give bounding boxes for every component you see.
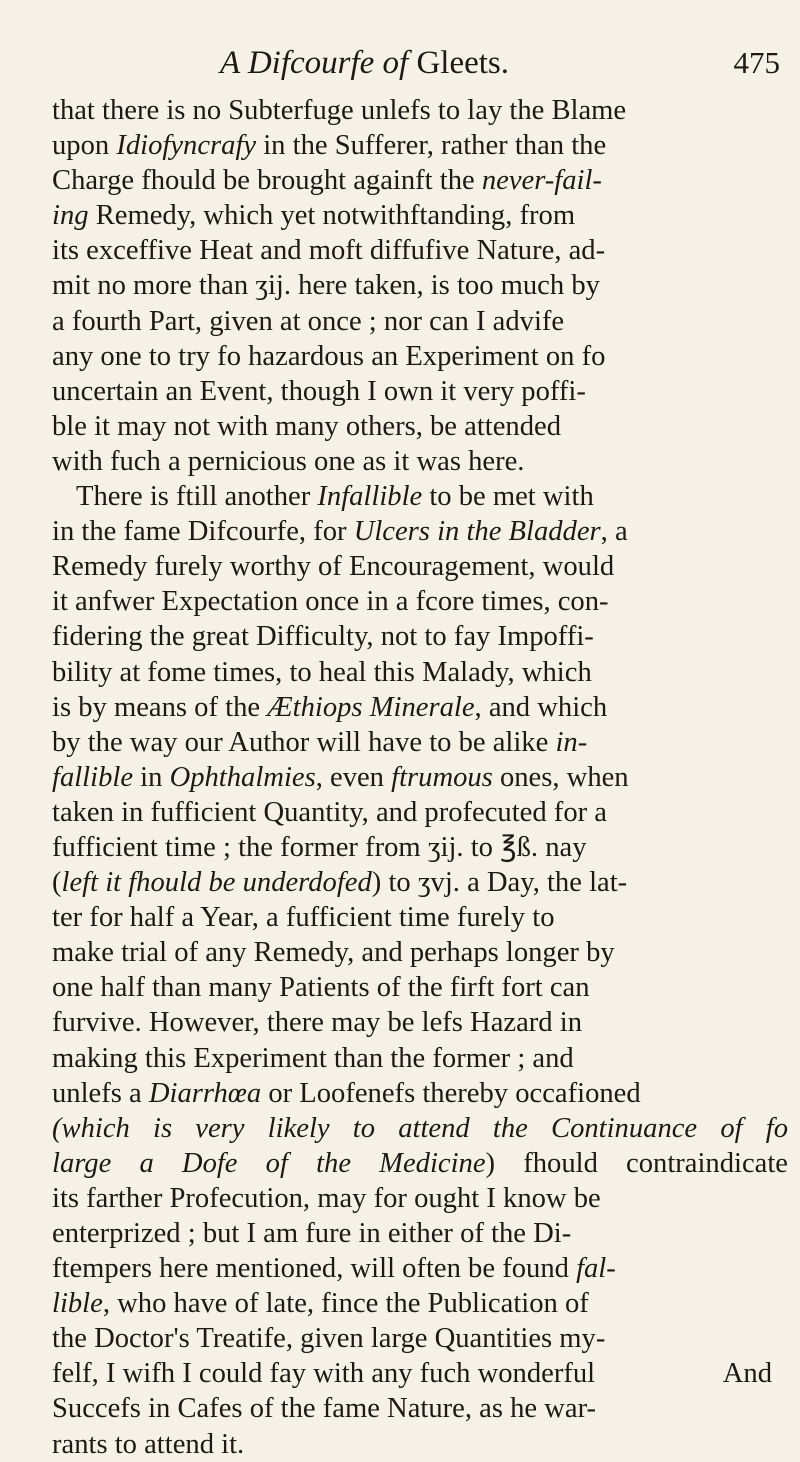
text-line <box>52 198 788 233</box>
text-segment: enterprized ; but I am fure in either of the Di- <box>52 1218 572 1249</box>
italic-text: in- <box>555 726 588 758</box>
text-segment: , who have of late, fince the Publication of <box>102 1288 589 1320</box>
text-line <box>52 1321 788 1356</box>
text-segment: There is ftill another <box>76 481 318 513</box>
text-segment: bility at fome times, to heal this Malady, which <box>52 656 592 688</box>
italic-text: Infallible <box>317 481 423 513</box>
text-segment: Succefs in Cafes of the fame Nature, as he war- <box>52 1393 597 1425</box>
italic-text: fallible <box>52 761 134 793</box>
text-segment: its farther Profecution, may for ought I know be <box>52 1182 601 1214</box>
text-segment: ) to ʒvj. a Day, the lat- <box>371 867 628 899</box>
text-line <box>52 725 788 760</box>
text-line <box>52 93 788 128</box>
text-segment: , even <box>315 761 392 793</box>
text-segment: with fuch a pernicious one as it was here. <box>52 445 525 477</box>
text-segment: it anfwer Expectation once in a fcore times, con- <box>52 586 609 618</box>
text-line <box>52 1216 788 1251</box>
text-line <box>52 1391 788 1426</box>
text-segment: making this Experiment than the former ; and <box>52 1042 574 1074</box>
text-line <box>52 339 788 374</box>
text-line <box>52 409 788 444</box>
text-line <box>52 268 788 303</box>
text-segment: is by means of the <box>52 691 268 723</box>
text-line <box>52 1251 788 1286</box>
italic-text: Idiofyncrafy <box>116 130 257 162</box>
text-segment: ble it may not with many others, be attended <box>52 410 562 442</box>
text-line <box>52 163 788 198</box>
italic-text: Ulcers in the Bladder <box>353 516 601 548</box>
text-line <box>52 795 788 830</box>
text-segment: that there is no Subterfuge unlefs to lay the Blame <box>52 95 627 126</box>
text-segment: furvive. However, there may be lefs Hazard in <box>52 1007 582 1039</box>
text-segment: the Doctor's Treatife, given large Quantities my- <box>52 1323 606 1355</box>
text-segment: Remedy, which yet notwithftanding, from <box>88 200 576 232</box>
text-line <box>52 655 788 690</box>
text-line <box>52 1286 788 1321</box>
italic-text: ing <box>52 200 89 232</box>
text-line <box>52 584 788 619</box>
text-segment: ones, when <box>492 761 629 793</box>
italic-text: never-fail- <box>481 165 602 197</box>
running-head-prefix: A <box>220 45 248 81</box>
catchword: And <box>722 1358 772 1389</box>
text-segment: by the way our Author will have to be alike <box>52 726 556 758</box>
text-line <box>52 514 788 549</box>
text-segment: fidering the great Difficulty, not to fay Impoffi- <box>52 621 594 653</box>
italic-text: fal- <box>576 1253 616 1285</box>
text-line <box>52 900 788 935</box>
text-line <box>52 970 788 1005</box>
page-header <box>220 40 780 86</box>
text-line <box>52 1181 788 1216</box>
text-segment: unlefs a <box>52 1077 149 1109</box>
text-line <box>52 1076 788 1111</box>
text-segment: ) fhould contraindicate <box>485 1147 788 1179</box>
text-line <box>52 1427 788 1462</box>
text-segment: in the Sufferer, rather than the <box>256 130 607 162</box>
text-line <box>52 374 788 409</box>
italic-text: Ophthalmies <box>169 761 316 793</box>
text-segment: uncertain an Event, though I own it very poffi- <box>52 375 586 407</box>
text-segment: , and which <box>474 691 608 723</box>
page-number: 475 <box>733 45 780 80</box>
text-segment: fufficient time ; the former from ʒij. to ℥ß. nay <box>52 831 587 863</box>
text-segment: rants to attend it. <box>52 1428 245 1460</box>
text-line <box>52 935 788 970</box>
text-line <box>52 549 788 584</box>
text-segment: in the fame Difcourfe, for <box>52 516 354 548</box>
text-segment: or Loofenefs thereby occafioned <box>261 1077 641 1109</box>
text-segment: a fourth Part, given at once ; nor can I advife <box>52 305 565 337</box>
text-segment: to be met with <box>422 481 594 513</box>
text-segment: ftempers here mentioned, will often be found <box>52 1253 577 1285</box>
running-head-suffix: Gleets. <box>408 45 510 81</box>
body-text <box>52 93 788 1462</box>
text-line <box>52 1041 788 1076</box>
italic-text: Æthiops Minerale <box>267 691 475 723</box>
text-segment: , a <box>600 516 628 548</box>
text-line <box>52 690 788 725</box>
running-head-italic: Difcourfe of <box>247 45 409 81</box>
text-segment: make trial of any Remedy, and perhaps longer by <box>52 937 615 969</box>
text-segment: Remedy furely worthy of Encouragement, would <box>52 551 615 583</box>
text-line <box>52 233 788 268</box>
text-segment: its exceffive Heat and moft diffufive Nature, ad- <box>52 235 606 267</box>
text-line <box>52 1111 788 1146</box>
text-segment: ter for half a Year, a fufficient time furely to <box>52 902 555 934</box>
italic-text: (which is very likely to attend the Continuance of fo <box>52 1112 788 1144</box>
text-line <box>52 865 788 900</box>
text-line <box>52 1356 788 1391</box>
text-segment: any one to try fo hazardous an Experiment on fo <box>52 340 606 372</box>
text-line <box>52 479 788 514</box>
text-line <box>52 1005 788 1040</box>
running-head <box>220 40 509 86</box>
italic-text: lible <box>52 1288 103 1320</box>
text-segment: mit no more than ʒij. here taken, is too much by <box>52 270 600 302</box>
italic-text: Diarrhœa <box>148 1077 262 1109</box>
text-segment: one half than many Patients of the firft fort can <box>52 972 590 1004</box>
text-line <box>52 304 788 339</box>
text-line <box>52 830 788 865</box>
text-segment: upon <box>52 130 117 162</box>
italic-text: large a Dofe of the Medicine <box>52 1147 486 1179</box>
text-segment: felf, I wifh I could fay with any fuch wonderful <box>52 1358 596 1390</box>
text-segment: in <box>133 761 170 793</box>
text-line <box>52 444 788 479</box>
text-line <box>52 1146 788 1181</box>
text-segment: Charge fhould be brought againft the <box>52 165 482 197</box>
text-segment: ( <box>52 867 62 899</box>
text-line <box>52 619 788 654</box>
text-segment: taken in fufficient Quantity, and profecuted for a <box>52 796 607 828</box>
italic-text: left it fhould be underdofed <box>61 867 372 899</box>
text-line <box>52 760 788 795</box>
italic-text: ftrumous <box>391 761 493 793</box>
text-line <box>52 128 788 163</box>
